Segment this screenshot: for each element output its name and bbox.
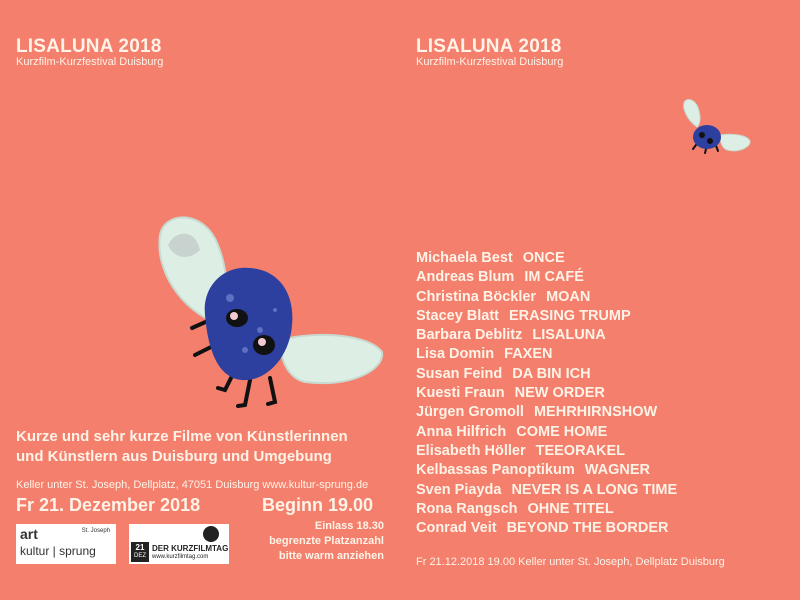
fly-illustration-large (150, 210, 390, 420)
film-title: IM CAFÉ (524, 269, 584, 286)
kurzfilmtag-logo (129, 524, 229, 564)
kft-url: www.kurzfilmtag.com (152, 554, 209, 560)
film-list-item (416, 307, 677, 326)
film-title: ERASING TRUMP (509, 307, 631, 324)
film-list-item (416, 345, 677, 364)
film-artist: Michaela Best (416, 250, 513, 266)
film-list (416, 249, 677, 538)
film-list-item (416, 423, 677, 442)
film-list-item (416, 519, 677, 538)
film-list-item (416, 365, 677, 384)
film-title: ONCE (522, 250, 565, 266)
admission-time: Einlass 18.30 (314, 520, 384, 532)
film-artist: Stacey Blatt (416, 307, 500, 324)
film-title: NEVER IS A LONG TIME (511, 481, 678, 498)
film-title: NEW ORDER (514, 385, 605, 402)
venue-address: Keller unter St. Joseph, Dellplatz, 47051 Duisburg www.kultur-sprung.de (16, 479, 369, 491)
film-title: MEHRHIRNSHOW (533, 404, 658, 421)
festival-subtitle: Kurzfilm-Kurzfestival Duisburg (16, 56, 164, 68)
event-footer: Fr 21.12.2018 19.00 Keller unter St. Joseph, Dellplatz Duisburg (416, 556, 725, 568)
event-date: Fr 21. Dezember 2018 (16, 495, 201, 515)
film-title: TEEORAKEL (535, 442, 626, 459)
kft-badge-icon (203, 526, 219, 542)
tagline-line-2: und Künstlern aus Duisburg und Umgebung (16, 448, 332, 465)
tagline (16, 427, 388, 467)
film-artist: Jürgen Gromoll (416, 404, 524, 421)
film-title: OHNE TITEL (527, 500, 614, 517)
film-title: COME HOME (516, 423, 608, 440)
dress-warm-note: bitte warm anziehen (278, 550, 384, 562)
film-list-item (416, 268, 677, 287)
film-artist: Elisabeth Höller (416, 442, 526, 459)
film-artist: Christina Böckler (416, 288, 537, 305)
kultur-sprung-logo (16, 524, 116, 564)
film-artist: Barbara Deblitz (416, 327, 523, 344)
film-list-item (416, 326, 677, 345)
kft-date-block (131, 542, 149, 562)
film-list-item (416, 403, 677, 422)
film-artist: Conrad Veit (416, 520, 497, 537)
film-title: FAXEN (504, 346, 553, 363)
film-list-item (416, 461, 677, 480)
film-artist: Lisa Domin (416, 346, 495, 363)
film-artist: Kelbassas Panoptikum (416, 462, 575, 479)
event-details (224, 519, 384, 564)
film-title: BEYOND THE BORDER (506, 520, 669, 537)
film-list-item (416, 288, 677, 307)
film-artist: Kuesti Fraun (416, 385, 505, 402)
logo-art-text: art (20, 526, 38, 542)
kft-month: DEZ (134, 553, 146, 559)
logo-art-sub: St. Joseph (81, 528, 110, 534)
film-artist: Anna Hilfrich (416, 423, 507, 440)
film-artist: Sven Piayda (416, 481, 502, 498)
film-list-item (416, 442, 677, 461)
film-artist: Susan Feind (416, 365, 503, 382)
film-list-item (416, 500, 677, 519)
film-list-item (416, 481, 677, 500)
festival-subtitle-right: Kurzfilm-Kurzfestival Duisburg (416, 56, 564, 68)
film-title: MOAN (546, 288, 591, 305)
film-list-item (416, 384, 677, 403)
kft-name: DER KURZFILMTAG (152, 544, 229, 553)
event-begin-time: Beginn 19.00 (262, 495, 374, 515)
film-title: WAGNER (584, 462, 650, 479)
kft-day: 21 (135, 543, 145, 552)
film-list-item (416, 249, 677, 268)
limited-seating: begrenzte Platzanzahl (269, 535, 384, 547)
film-title: DA BIN ICH (512, 365, 591, 382)
right-page (400, 0, 800, 600)
film-title: LISALUNA (532, 327, 606, 344)
fly-illustration-small (675, 95, 785, 165)
logo-art-bottom: kultur | sprung (20, 544, 96, 558)
tagline-line-1: Kurze und sehr kurze Filme von Künstlerinnen (16, 428, 348, 445)
film-artist: Andreas Blum (416, 269, 515, 286)
festival-title-right: LISALUNA 2018 (416, 36, 562, 57)
film-artist: Rona Rangsch (416, 500, 518, 517)
festival-title: LISALUNA 2018 (16, 36, 162, 57)
